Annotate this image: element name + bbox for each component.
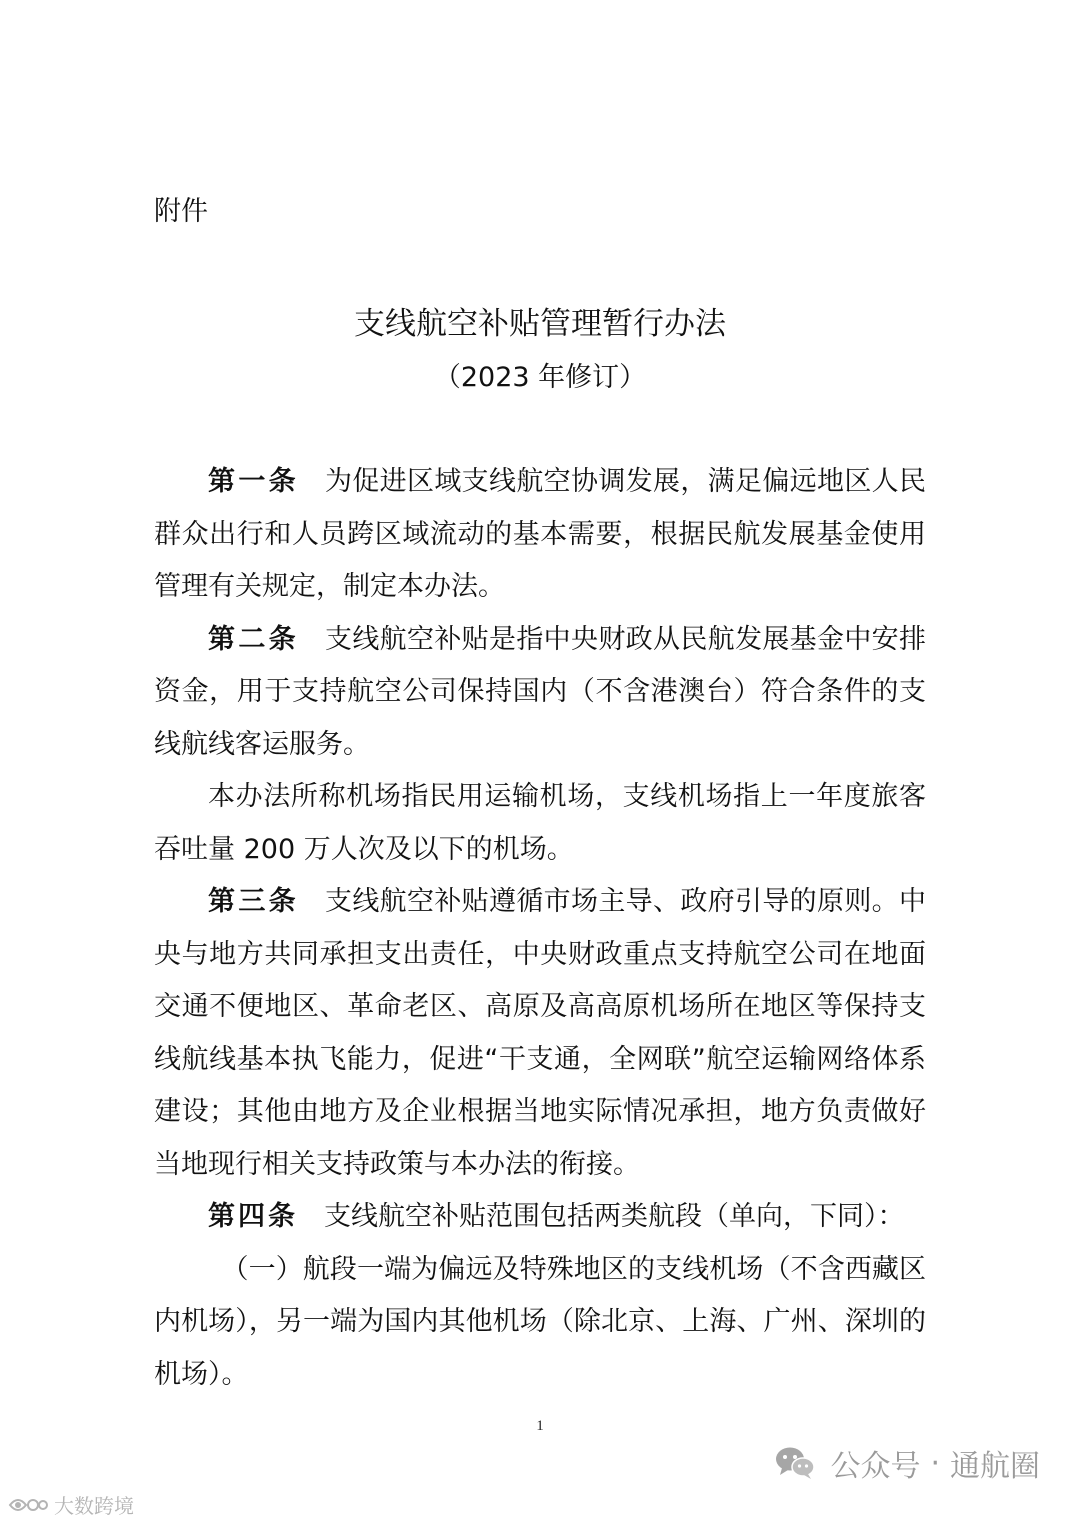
page-number: 1 bbox=[536, 1418, 544, 1434]
article-label: 第一条 bbox=[208, 466, 299, 497]
article-text: 支线航空补贴是指中央财政从民航发展基金中安排资金，用于支持航空公司保持国内（不含港澳台）符合条件的支线航线客运服务。 bbox=[154, 623, 926, 760]
article-text: 本办法所称机场指民用运输机场，支线机场指上一年度旅客吞吐量 200 万人次及以下的机场。 bbox=[154, 781, 926, 865]
article-text: 支线航空补贴遵循市场主导、政府引导的原则。中央与地方共同承担支出责任，中央财政重点支持航空公司在地面交通不便地区、革命老区、高原及高高原机场所在地区等保持支线航线基本执飞能力，促进“干支通，全网联”航空运输网络体系建设；其他由地方及企业根据当地实际情况承担，地方负责做好当地现行相关支持政策与本办法的衔接。 bbox=[154, 886, 926, 1180]
article-4 bbox=[154, 1191, 926, 1244]
article-4-item-1 bbox=[154, 1244, 926, 1402]
wechat-icon bbox=[774, 1445, 816, 1481]
watermark-account-name: 通航圈 bbox=[950, 1449, 1040, 1484]
article-label: 第四条 bbox=[208, 1201, 298, 1232]
article-label: 第三条 bbox=[208, 886, 299, 917]
article-text: （一）航段一端为偏远及特殊地区的支线机场（不含西藏区内机场），另一端为国内其他机场（除北京、上海、广州、深圳的机场）。 bbox=[154, 1253, 926, 1390]
document-title: 支线航空补贴管理暂行办法 bbox=[354, 306, 726, 342]
watermark-account-label: 公众号 bbox=[830, 1449, 921, 1484]
eye-logo-icon bbox=[8, 1494, 48, 1516]
article-label: 第二条 bbox=[208, 623, 299, 655]
document-subtitle: （2023 年修订） bbox=[433, 362, 647, 393]
article-1 bbox=[154, 456, 926, 614]
document-body bbox=[154, 456, 926, 1401]
article-text: 为促进区域支线航空协调发展，满足偏远地区人民群众出行和人员跨区域流动的基本需要，根据民航发展基金使用管理有关规定，制定本办法。 bbox=[154, 466, 926, 602]
article-2 bbox=[154, 614, 926, 772]
watermark-separator: · bbox=[930, 1445, 940, 1481]
attachment-label: 附件 bbox=[154, 196, 208, 227]
article-text: 支线航空补贴范围包括两类航段（单向，下同）： bbox=[324, 1201, 905, 1232]
corner-watermark bbox=[8, 1490, 134, 1519]
corner-watermark-text: 大数跨境 bbox=[54, 1494, 134, 1518]
article-3 bbox=[154, 876, 926, 1191]
article-2-paragraph-2 bbox=[154, 771, 926, 876]
wechat-watermark bbox=[774, 1441, 1040, 1485]
